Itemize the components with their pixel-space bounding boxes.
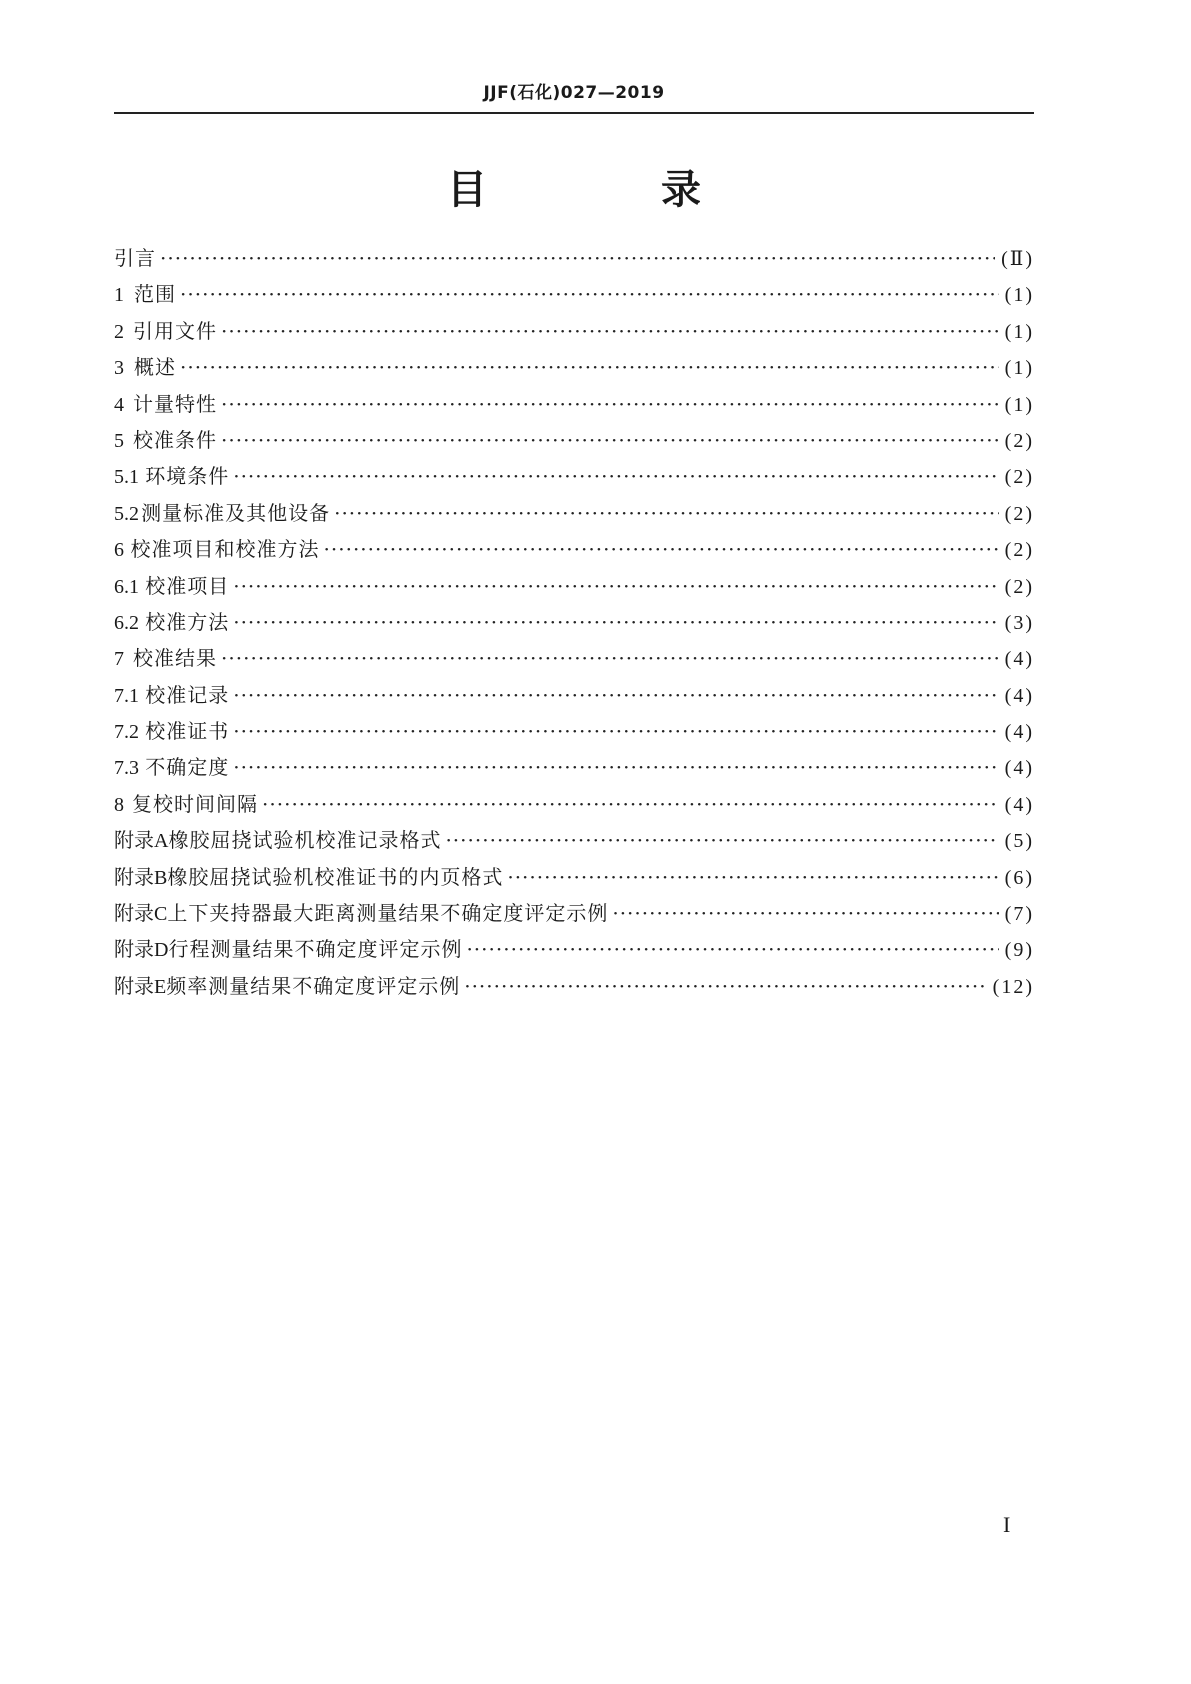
toc-leader-dots [464, 968, 986, 1004]
toc-entry-label: 复校时间间隔 [132, 791, 259, 816]
toc-entry-page: (4) [1004, 721, 1034, 744]
toc-leader-dots [180, 276, 999, 312]
toc-leader-dots [221, 386, 999, 422]
toc-entry-page: (1) [1004, 393, 1034, 416]
toc-entry-label: 校准条件 [133, 427, 218, 452]
toc-leader-dots [180, 349, 999, 385]
toc-leader-dots [324, 531, 999, 567]
toc-entry-7[interactable] [114, 640, 1034, 676]
toc-entry-label: 上下夹持器最大距离测量结果不确定度评定示例 [167, 901, 609, 926]
toc-leader-dots [221, 313, 999, 349]
toc-entry-appendix-a[interactable] [114, 822, 1034, 858]
toc-entry-2[interactable] [114, 313, 1034, 349]
toc-entry-intro[interactable] [114, 240, 1034, 276]
header-rule [114, 112, 1034, 114]
toc-leader-dots [233, 749, 998, 785]
toc-leader-dots [221, 640, 999, 676]
toc-entry-page: (5) [1004, 830, 1034, 853]
toc-entry-5[interactable] [114, 422, 1034, 458]
toc-entry-number: 附录E [114, 975, 167, 998]
toc-leader-dots [445, 822, 998, 858]
toc-entry-8[interactable] [114, 786, 1034, 822]
toc-entry-5-2[interactable] [114, 495, 1034, 531]
toc-entry-7-1[interactable] [114, 677, 1034, 713]
toc-entry-1[interactable] [114, 276, 1034, 312]
toc-entry-label: 频率测量结果不确定度评定示例 [166, 973, 461, 998]
toc-entry-number: 5 [114, 429, 124, 452]
toc-entry-label: 引用文件 [133, 318, 218, 343]
toc-entry-label: 概述 [134, 355, 177, 380]
document-code-header: JJF(石化)027—2019 [483, 83, 665, 103]
toc-entry-number: 7.2 [114, 721, 139, 744]
toc-leader-dots [233, 458, 998, 494]
toc-leader-dots [262, 786, 999, 822]
toc-entry-number: 8 [114, 793, 124, 816]
toc-leader-dots [233, 568, 998, 604]
table-of-contents [114, 240, 1034, 1004]
toc-entry-number: 附录B [114, 866, 168, 889]
toc-entry-7-3[interactable] [114, 749, 1034, 785]
toc-entry-number: 1 [114, 284, 124, 307]
toc-entry-page: (4) [1004, 648, 1034, 671]
toc-entry-appendix-d[interactable] [114, 931, 1034, 967]
toc-entry-page: (4) [1004, 757, 1034, 780]
toc-leader-dots [507, 859, 998, 895]
toc-entry-label: 校准项目 [145, 573, 230, 598]
toc-leader-dots [612, 895, 998, 931]
toc-leader-dots [466, 931, 998, 967]
toc-entry-6-1[interactable] [114, 568, 1034, 604]
toc-entry-page: (3) [1004, 611, 1034, 634]
toc-entry-label: 环境条件 [145, 464, 230, 489]
toc-entry-number: 附录A [114, 830, 169, 853]
toc-entry-page: (1) [1004, 284, 1034, 307]
toc-entry-number: 5.1 [114, 466, 139, 489]
toc-entry-number: 附录D [114, 939, 169, 962]
toc-leader-dots [233, 604, 998, 640]
toc-entry-label: 计量特性 [133, 391, 218, 416]
toc-leader-dots [233, 713, 998, 749]
toc-entry-page: (4) [1004, 793, 1034, 816]
toc-entry-page: (Ⅱ) [1001, 248, 1034, 270]
toc-entry-page: (2) [1004, 466, 1034, 489]
toc-entry-label: 橡胶屈挠试验机校准证书的内页格式 [167, 864, 504, 889]
page-number: I [1003, 1512, 1011, 1537]
toc-entry-label: 校准方法 [145, 609, 230, 634]
toc-entry-label: 校准结果 [133, 646, 218, 671]
toc-entry-number: 7.3 [114, 757, 139, 780]
page-title: 目 录 [447, 167, 781, 213]
toc-entry-label: 不确定度 [145, 755, 230, 780]
toc-entry-page: (2) [1004, 575, 1034, 598]
toc-entry-7-2[interactable] [114, 713, 1034, 749]
toc-entry-6[interactable] [114, 531, 1034, 567]
toc-entry-appendix-c[interactable] [114, 895, 1034, 931]
toc-entry-number: 2 [114, 320, 124, 343]
toc-leader-dots [221, 422, 999, 458]
toc-entry-number: 7 [114, 648, 124, 671]
toc-leader-dots [160, 240, 995, 276]
toc-entry-appendix-e[interactable] [114, 968, 1034, 1004]
toc-entry-label: 范围 [134, 282, 177, 307]
toc-entry-number: 6.2 [114, 611, 139, 634]
toc-entry-number: 7.1 [114, 684, 139, 707]
toc-entry-number: 6 [114, 539, 124, 562]
toc-entry-label: 引言 [114, 246, 156, 270]
toc-entry-number: 附录C [114, 903, 168, 926]
toc-entry-label: 橡胶屈挠试验机校准记录格式 [168, 828, 442, 853]
toc-entry-page: (1) [1004, 320, 1034, 343]
toc-entry-6-2[interactable] [114, 604, 1034, 640]
toc-entry-page: (4) [1004, 684, 1034, 707]
toc-entry-label: 行程测量结果不确定度评定示例 [168, 937, 463, 962]
toc-entry-page: (9) [1004, 939, 1034, 962]
toc-entry-label: 校准证书 [145, 719, 230, 744]
toc-entry-5-1[interactable] [114, 458, 1034, 494]
toc-entry-3[interactable] [114, 349, 1034, 385]
toc-leader-dots [334, 495, 999, 531]
toc-entry-4[interactable] [114, 386, 1034, 422]
toc-entry-page: (7) [1004, 903, 1034, 926]
toc-entry-label: 测量标准及其他设备 [141, 500, 331, 525]
toc-entry-number: 5.2 [114, 502, 139, 525]
toc-entry-page: (2) [1004, 539, 1034, 562]
toc-leader-dots [233, 677, 998, 713]
toc-entry-appendix-b[interactable] [114, 859, 1034, 895]
toc-entry-page: (12) [992, 975, 1034, 998]
toc-entry-page: (2) [1004, 502, 1034, 525]
toc-entry-page: (6) [1004, 866, 1034, 889]
toc-entry-number: 3 [114, 357, 124, 380]
toc-entry-page: (1) [1004, 357, 1034, 380]
toc-entry-number: 4 [114, 393, 124, 416]
toc-entry-label: 校准项目和校准方法 [130, 537, 320, 562]
toc-entry-page: (2) [1004, 429, 1034, 452]
toc-entry-number: 6.1 [114, 575, 139, 598]
toc-entry-label: 校准记录 [145, 682, 230, 707]
